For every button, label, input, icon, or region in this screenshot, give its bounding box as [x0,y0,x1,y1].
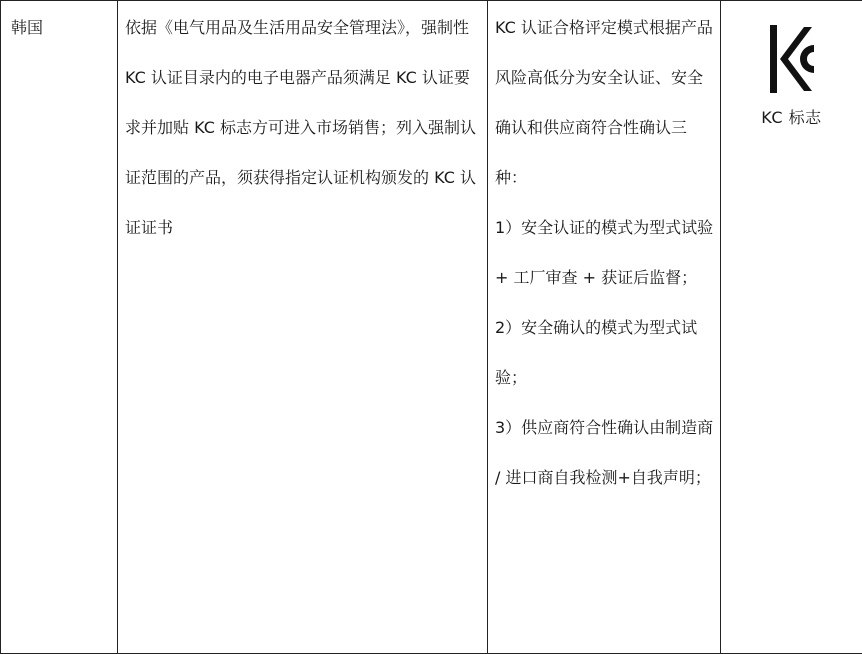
law-cell [118,1,488,654]
table-row [1,1,862,654]
mode-intro: KC 认证合格评定模式根据产品风险高低分为安全认证、安全确认和供应商符合性确认三种： [495,3,714,203]
country-name: 韩国 [1,3,117,53]
mark-label: KC 标志 [761,105,821,128]
country-cell [1,1,118,654]
mark-cell [721,1,862,654]
mode-description [488,3,720,503]
mode-item-1: 1）安全认证的模式为型式试验 + 工厂审查 + 获证后监督； [495,203,714,303]
mark-container [721,1,862,128]
mode-cell [488,1,721,654]
mode-item-3: 3）供应商符合性确认由制造商 / 进口商自我检测+自我声明； [495,403,714,503]
law-description: 依据《电气用品及生活用品安全管理法》，强制性 KC 认证目录内的电子电器产品须满足 KC 认证要求并加贴 KC 标志方可进入市场销售；列入强制认证范围的产品，须获得指定认证机构颁发的 KC 认证证书 [118,3,487,253]
mode-item-2: 2）安全确认的模式为型式试验； [495,303,714,403]
kc-mark-icon [768,23,816,95]
